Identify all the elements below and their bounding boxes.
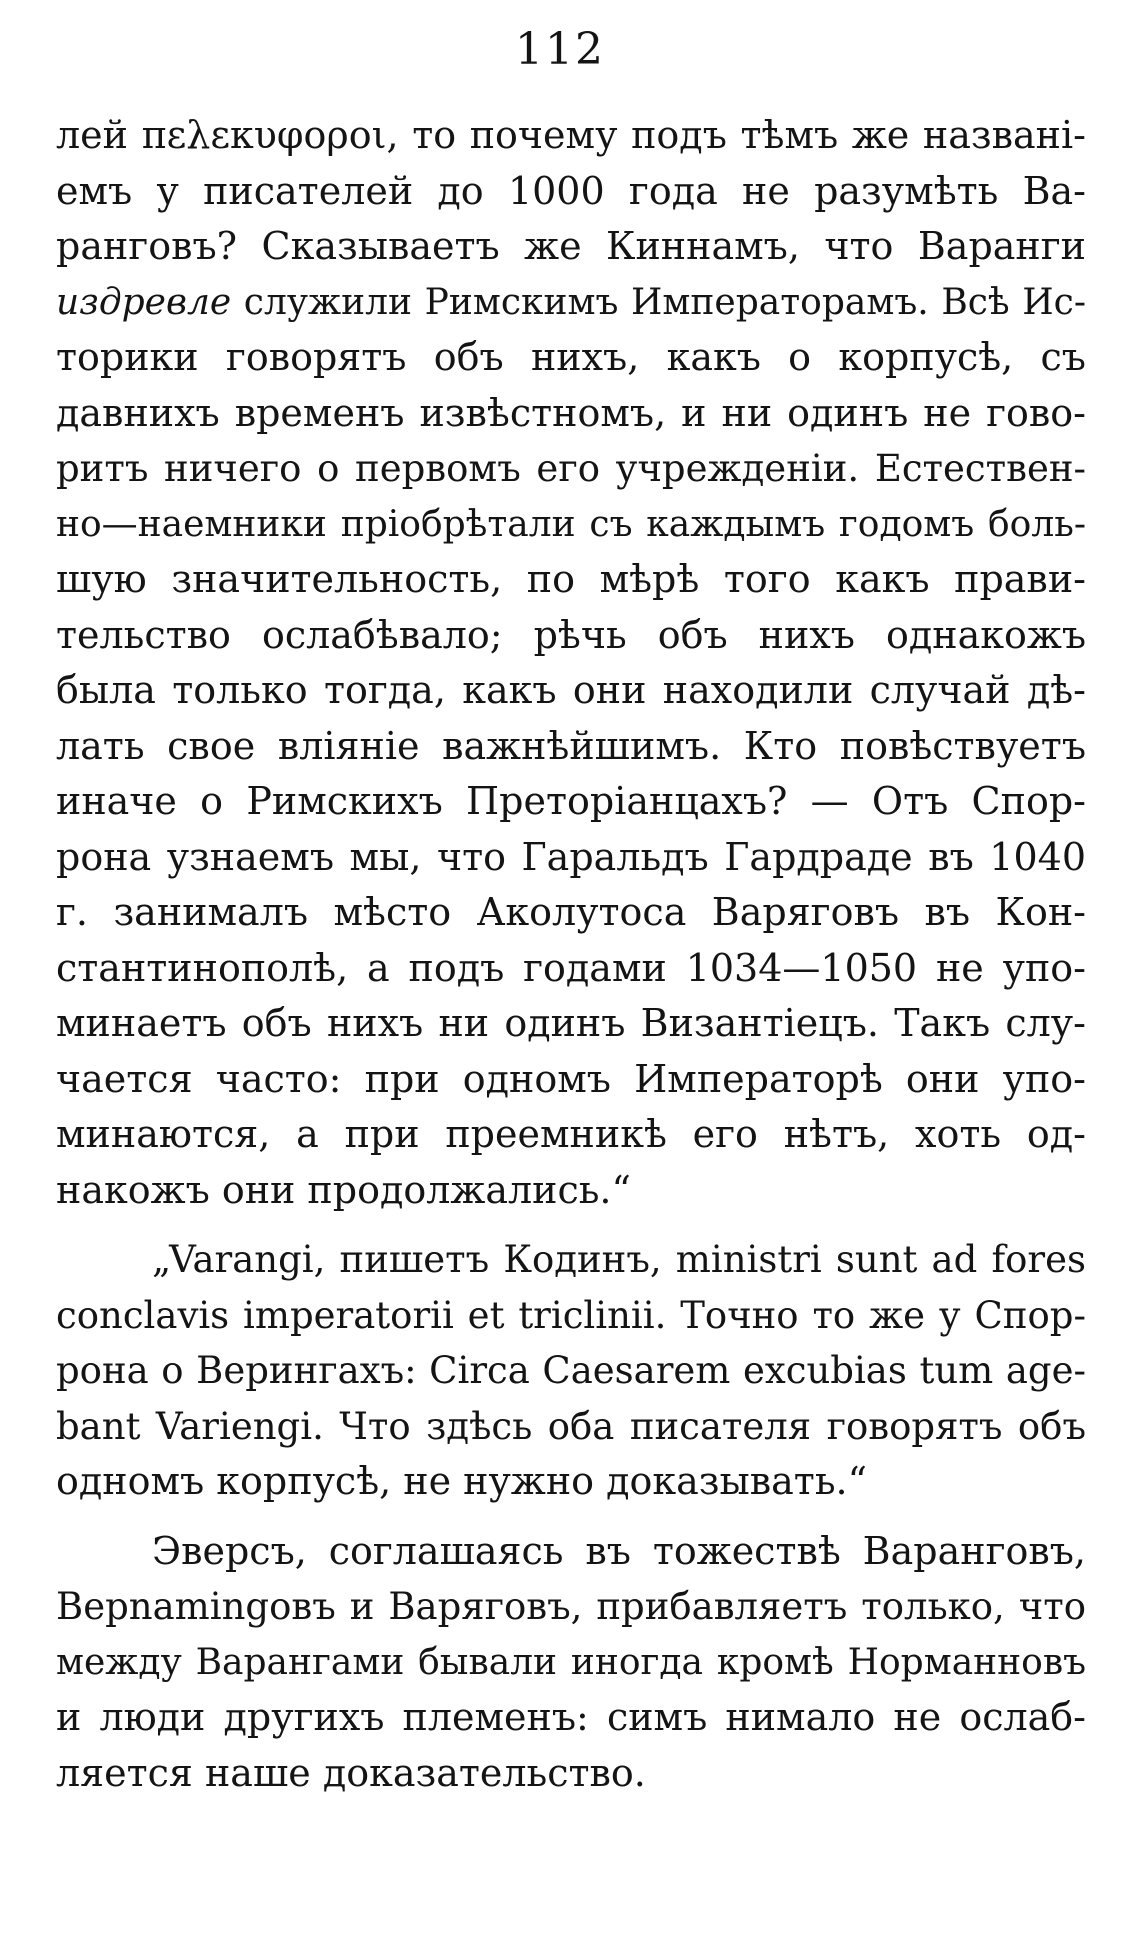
text-line: Эверсъ, соглашаясь въ тожествѣ Варанговъ, (152, 1528, 1086, 1573)
text-line: но—наемники пріобрѣтали съ каждымъ годомъ боль- (56, 503, 1086, 545)
page-number: 112 (515, 24, 605, 75)
text-line: г. занималъ мѣсто Аколутоса Варяговъ въ Кон- (56, 890, 1086, 934)
text-line: накожъ они продолжались.“ (56, 1167, 631, 1212)
text-line: лей πελεκυφοροι, то почему подъ тѣмъ же названі- (56, 113, 1086, 157)
text-line: conclavis imperatorii et triclinii. Точно то же у Спор- (56, 1293, 1086, 1337)
text-line: издревле служили Римскимъ Императорамъ. Всѣ Ис- (56, 281, 1086, 323)
text-line: одномъ корпусѣ, не нужно доказывать.“ (56, 1459, 868, 1503)
text-line: лать свое вліяніе важнѣйшимъ. Кто повѣствуетъ (56, 723, 1086, 768)
text-line: была только тогда, какъ они находили случай дѣ- (56, 668, 1086, 712)
text-line: ляется наше доказательство. (56, 1750, 646, 1795)
text-line: стантинополѣ, а подъ годами 1034—1050 не упо- (56, 945, 1086, 990)
text-line: рона узнаемъ мы, что Гаральдъ Гардраде въ 1040 (56, 834, 1086, 879)
emphasized-word: издревле (56, 281, 232, 323)
text-line: минаются, а при преемникѣ его нѣтъ, хоть од- (56, 1112, 1086, 1156)
text-line: минаетъ объ нихъ ни одинъ Византіецъ. Такъ слу- (56, 1001, 1086, 1045)
text-line: иначе о Римскихъ Преторіанцахъ? — Отъ Спор- (56, 779, 1086, 823)
text-line: и люди другихъ племенъ: симъ нимало не ослаб- (56, 1695, 1086, 1739)
text-line: рона о Верингахъ: Circa Caesarem excubias tum age- (56, 1349, 1086, 1392)
text-line: емъ у писателей до 1000 года не разумѣть Ва- (56, 168, 1086, 213)
paragraph-gap (56, 1218, 1086, 1232)
text-line: тельство ослабѣвало; рѣчь объ нихъ однакожъ (56, 612, 1086, 657)
text-line: торики говорятъ объ нихъ, какъ о корпусѣ, съ (56, 335, 1086, 379)
text-line: bant Variengi. Что здѣсь оба писателя говорятъ объ (56, 1404, 1086, 1448)
paragraph-gap (56, 1510, 1086, 1524)
text-line: давнихъ временъ извѣстномъ, и ни одинъ не гово- (56, 390, 1086, 435)
text-line: Верnamingовъ и Варяговъ, прибавляетъ только, что (56, 1585, 1086, 1628)
text-line: между Варангами бывали иногда кромѣ Норманновъ (56, 1641, 1086, 1683)
text-line: ритъ ничего о первомъ его учрежденіи. Естествен- (56, 447, 1086, 490)
text-line: чается часто: при одномъ Императорѣ они упо- (56, 1056, 1086, 1101)
text-line: шую значительность, по мѣрѣ того какъ прави- (56, 557, 1086, 601)
text-line: ранговъ? Сказываетъ же Киннамъ, что Варанги (56, 224, 1086, 268)
text-line: „Varangi, пишетъ Кодинъ, ministri sunt ad fores (152, 1238, 1086, 1281)
body-text (56, 108, 1086, 1801)
